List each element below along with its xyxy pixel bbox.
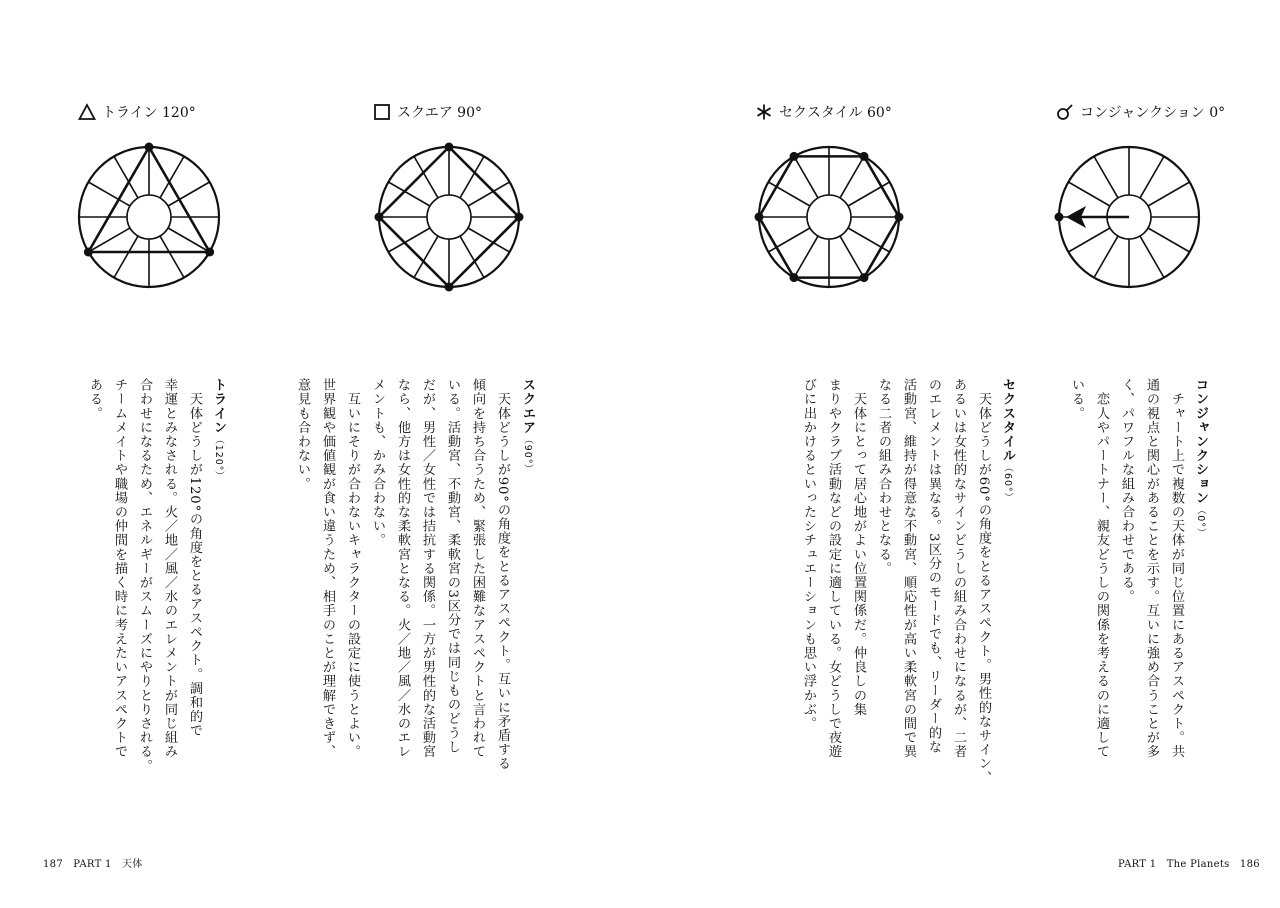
planet-dot — [205, 248, 214, 257]
planet-dot — [755, 213, 764, 222]
square-wheel-diagram — [374, 142, 524, 292]
trine-line-2: 幸運とみなされる。火／地／風／水のエレメントが同じ組み — [162, 378, 177, 759]
house-spoke — [160, 236, 184, 278]
square-line-1: 天体どうしが90°の角度をとるアスペクト。互いに矛盾する — [495, 378, 510, 771]
sextile-line-4: 活動宮、維持が得意な不動宮、順応性が高い柔軟宮の間で異 — [901, 378, 916, 759]
sextile-line-6: 天体にとって居心地がよい位置関係だ。仲良しの集 — [851, 378, 866, 717]
planet-dot — [145, 143, 154, 152]
house-spoke — [168, 182, 210, 206]
planet-dot — [790, 152, 799, 161]
house-spoke — [848, 182, 890, 206]
trine-heading: トライン（120°） — [211, 378, 226, 482]
conjunction-line-5: いる。 — [1069, 378, 1084, 421]
sextile-line-7: まりやクラブ活動などの設定に適している。女どうしで夜遊 — [826, 378, 841, 759]
house-spoke — [1094, 236, 1118, 278]
square-line-7: 互いにそりが合わないキャラクターの設定に使うとよい。 — [345, 378, 360, 759]
trine-line-4: チームメイトや職場の仲間を描く時に考えたいアスペクトで — [112, 378, 127, 759]
trine-line-1: 天体どうしが120°の角度をとるアスペクト。調和的で — [187, 378, 202, 738]
inner-ring — [127, 195, 171, 239]
house-spoke — [1068, 228, 1110, 252]
house-spoke — [1068, 182, 1110, 206]
house-spoke — [840, 236, 864, 278]
planet-dot — [445, 143, 454, 152]
planet-dot — [790, 273, 799, 282]
conjunction-icon — [1056, 103, 1074, 121]
triangle-icon — [78, 103, 96, 121]
conjunction-line-3: く、パワフルな組み合わせである。 — [1119, 378, 1134, 604]
trine-title — [78, 101, 196, 123]
house-spoke — [114, 156, 138, 198]
house-spoke — [160, 156, 184, 198]
house-spoke — [840, 156, 864, 198]
house-spoke — [88, 182, 130, 206]
planet-dot — [860, 152, 869, 161]
sextile-heading: セクスタイル（60°） — [1000, 378, 1015, 503]
house-spoke — [1140, 156, 1164, 198]
sextile-line-1: 天体どうしが60°の角度をとるアスペクト。男性的なサイン、 — [976, 378, 991, 785]
inner-ring — [807, 195, 851, 239]
conjunction-line-1: チャート上で複数の天体が同じ位置にあるアスペクト。共 — [1169, 378, 1184, 759]
square-heading: スクエア（90°） — [520, 378, 535, 475]
square-line-6: メントも、かみ合わない。 — [370, 378, 385, 548]
conjunction-title — [1056, 101, 1225, 123]
asterisk-icon — [755, 103, 773, 121]
house-spoke — [1094, 156, 1118, 198]
conjunction-line-4: 恋人やパートナー、親友どうしの関係を考えるのに適して — [1094, 378, 1109, 759]
house-spoke — [794, 236, 818, 278]
planet-dot — [375, 213, 384, 222]
sextile-line-3: のエレメントは異なる。3区分のモードでも、リーダー的な — [926, 378, 941, 754]
planet-dot — [84, 248, 93, 257]
square-line-9: 意見も合わない。 — [295, 378, 310, 491]
inner-ring — [427, 195, 471, 239]
house-spoke — [1148, 228, 1190, 252]
trine-line-3: 合わせになるため、エネルギーがスムーズにやりとりされる。 — [137, 378, 152, 773]
square-line-2: 傾向を持ち合うため、緊張した困難なアスペクトと言われて — [470, 378, 485, 759]
square-line-4: だが、男性／女性では拮抗する関係。一方が男性的な活動宮 — [420, 378, 435, 759]
conjunction-heading: コンジャンクション（0°） — [1193, 378, 1208, 539]
house-spoke — [114, 236, 138, 278]
square-icon — [373, 103, 391, 121]
house-spoke — [1140, 236, 1164, 278]
sextile-wheel-diagram — [754, 142, 904, 292]
sextile-line-2: あるいは女性的なサインどうしの組み合わせになるが、二者 — [951, 378, 966, 759]
house-spoke — [768, 228, 810, 252]
conjunction-label: コンジャンクション 0° — [1080, 105, 1226, 121]
planet-dot — [860, 273, 869, 282]
conjunction-line-2: 通の視点と関心があることを示す。互いに強め合うことが多 — [1144, 378, 1159, 759]
square-label: スクエア 90° — [397, 105, 482, 121]
trine-line-5: ある。 — [87, 378, 102, 421]
planet-dot — [515, 213, 524, 222]
sextile-line-5: なる二者の組み合わせとなる。 — [876, 378, 891, 576]
house-spoke — [768, 182, 810, 206]
sextile-line-8: びに出かけるといったシチュエーションも思い浮かぶ。 — [801, 378, 816, 731]
square-line-8: 世界観や価値観が食い違うため、相手のことが理解できず、 — [320, 378, 335, 759]
square-line-3: いる。活動宮、不動宮、柔軟宮の3区分では同じものどうし — [445, 378, 460, 754]
planet-dot — [895, 213, 904, 222]
sextile-title — [755, 101, 892, 123]
left-page-folio: 187 PART 1 天体 — [43, 859, 143, 870]
planet-dot — [1055, 213, 1064, 222]
square-line-5: なら、他方は女性的な柔軟宮となる。火／地／風／水のエレ — [395, 378, 410, 759]
house-spoke — [1148, 182, 1190, 206]
trine-label: トライン 120° — [102, 105, 196, 121]
planet-dot — [445, 283, 454, 292]
trine-wheel-diagram — [74, 142, 224, 292]
sextile-label: セクスタイル 60° — [779, 105, 892, 121]
conjunction-wheel-diagram — [1054, 142, 1204, 292]
right-page-folio: PART 1 The Planets 186 — [1118, 859, 1260, 870]
square-title — [373, 101, 482, 123]
house-spoke — [794, 156, 818, 198]
house-spoke — [848, 228, 890, 252]
